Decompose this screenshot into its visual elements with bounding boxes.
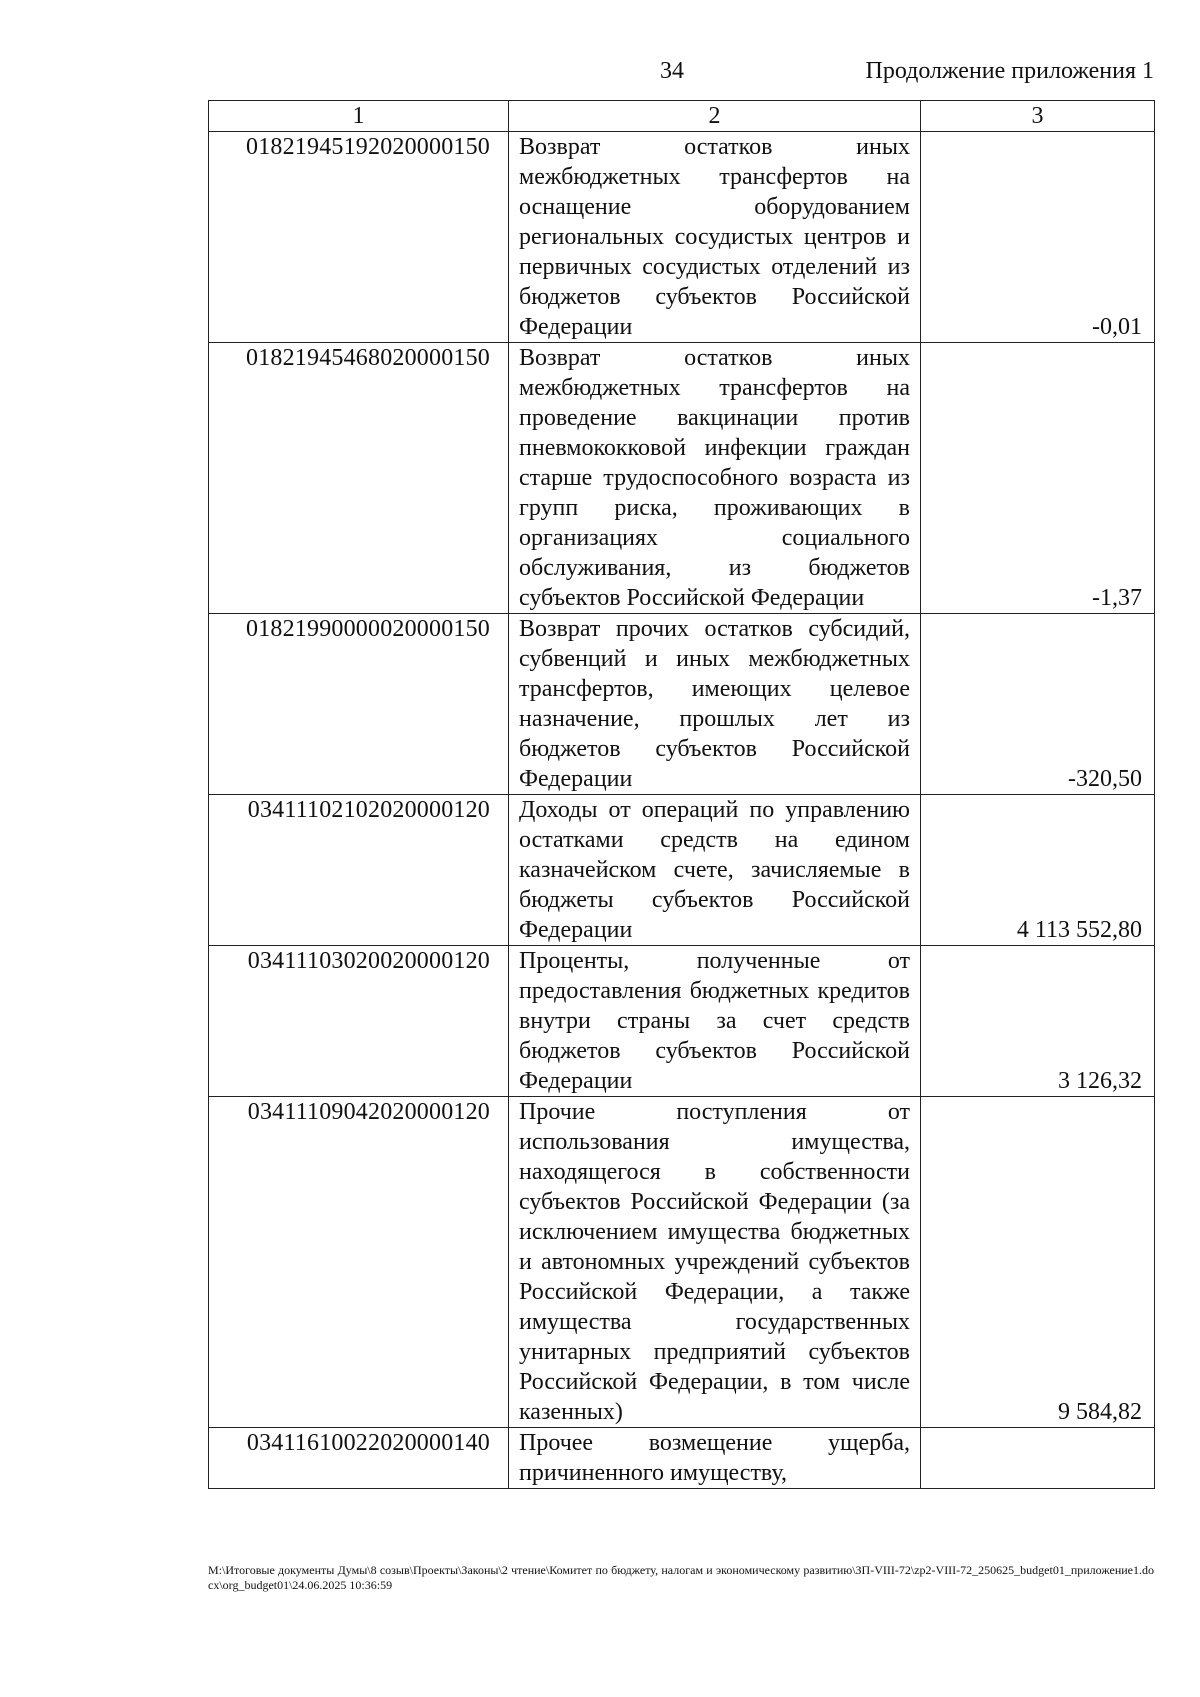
- amount: 3 126,32: [921, 946, 1155, 1097]
- income-description: Проценты, полученные от предоставления бюджетных кредитов внутри страны за счет средств бюджетов субъектов Российской Федерации: [509, 946, 921, 1097]
- budget-code: 03411109042020000120: [209, 1097, 509, 1428]
- amount: 9 584,82: [921, 1097, 1155, 1428]
- table-row: [209, 1097, 1155, 1428]
- amount: -1,37: [921, 343, 1155, 614]
- income-description: Возврат прочих остатков субсидий, субвенций и иных межбюджетных трансфертов, имеющих целевое назначение, прошлых лет из бюджетов субъектов Российской Федерации: [509, 614, 921, 795]
- column-header-1: 1: [209, 101, 509, 132]
- table-row: [209, 946, 1155, 1097]
- income-description: Возврат остатков иных межбюджетных трансфертов на проведение вакцинации против пневмококковой инфекции граждан старше трудоспособного возраста из групп риска, проживающих в организациях социального обслуживания, из бюджетов субъектов Российской Федерации: [509, 343, 921, 614]
- table-row: [209, 614, 1155, 795]
- amount: -0,01: [921, 132, 1155, 343]
- table-row: [209, 132, 1155, 343]
- column-header-2: 2: [509, 101, 921, 132]
- budget-code: 03411103020020000120: [209, 946, 509, 1097]
- table-row: [209, 795, 1155, 946]
- table-row: [209, 1428, 1155, 1489]
- income-description: Доходы от операций по управлению остатками средств на едином казначейском счете, зачисляемые в бюджеты субъектов Российской Федерации: [509, 795, 921, 946]
- table-row: [209, 343, 1155, 614]
- page-number: 34: [660, 58, 684, 84]
- income-description: Возврат остатков иных межбюджетных трансфертов на оснащение оборудованием региональных сосудистых центров и первичных сосудистых отделений из бюджетов субъектов Российской Федерации: [509, 132, 921, 343]
- amount: 4 113 552,80: [921, 795, 1155, 946]
- income-description: Прочие поступления от использования имущества, находящегося в собственности субъектов Российской Федерации (за исключением имущества бюджетных и автономных учреждений субъектов Российской Федерации, а также имущества государственных унитарных предприятий субъектов Российской Федерации, в том числе казенных): [509, 1097, 921, 1428]
- amount: [921, 1428, 1155, 1489]
- document-file-path: M:\Итоговые документы Думы\8 созыв\Проекты\Законы\2 чтение\Комитет по бюджету, налогам и экономическому развитию\ЗП-VIII-72\zp2-VIII-72_250625_budget01_приложение1.docx\org_budget01\24.06.2025 10:36:59: [208, 1563, 1154, 1592]
- appendix-continuation-label: Продолжение приложения 1: [865, 58, 1154, 84]
- budget-code: 03411102102020000120: [209, 795, 509, 946]
- column-number-row: [209, 101, 1155, 132]
- income-description: Прочее возмещение ущерба, причиненного имуществу,: [509, 1428, 921, 1489]
- budget-code: 01821945468020000150: [209, 343, 509, 614]
- budget-code: 01821990000020000150: [209, 614, 509, 795]
- budget-code: 01821945192020000150: [209, 132, 509, 343]
- column-header-3: 3: [921, 101, 1155, 132]
- amount: -320,50: [921, 614, 1155, 795]
- budget-table: [208, 100, 1155, 1489]
- budget-code: 03411610022020000140: [209, 1428, 509, 1489]
